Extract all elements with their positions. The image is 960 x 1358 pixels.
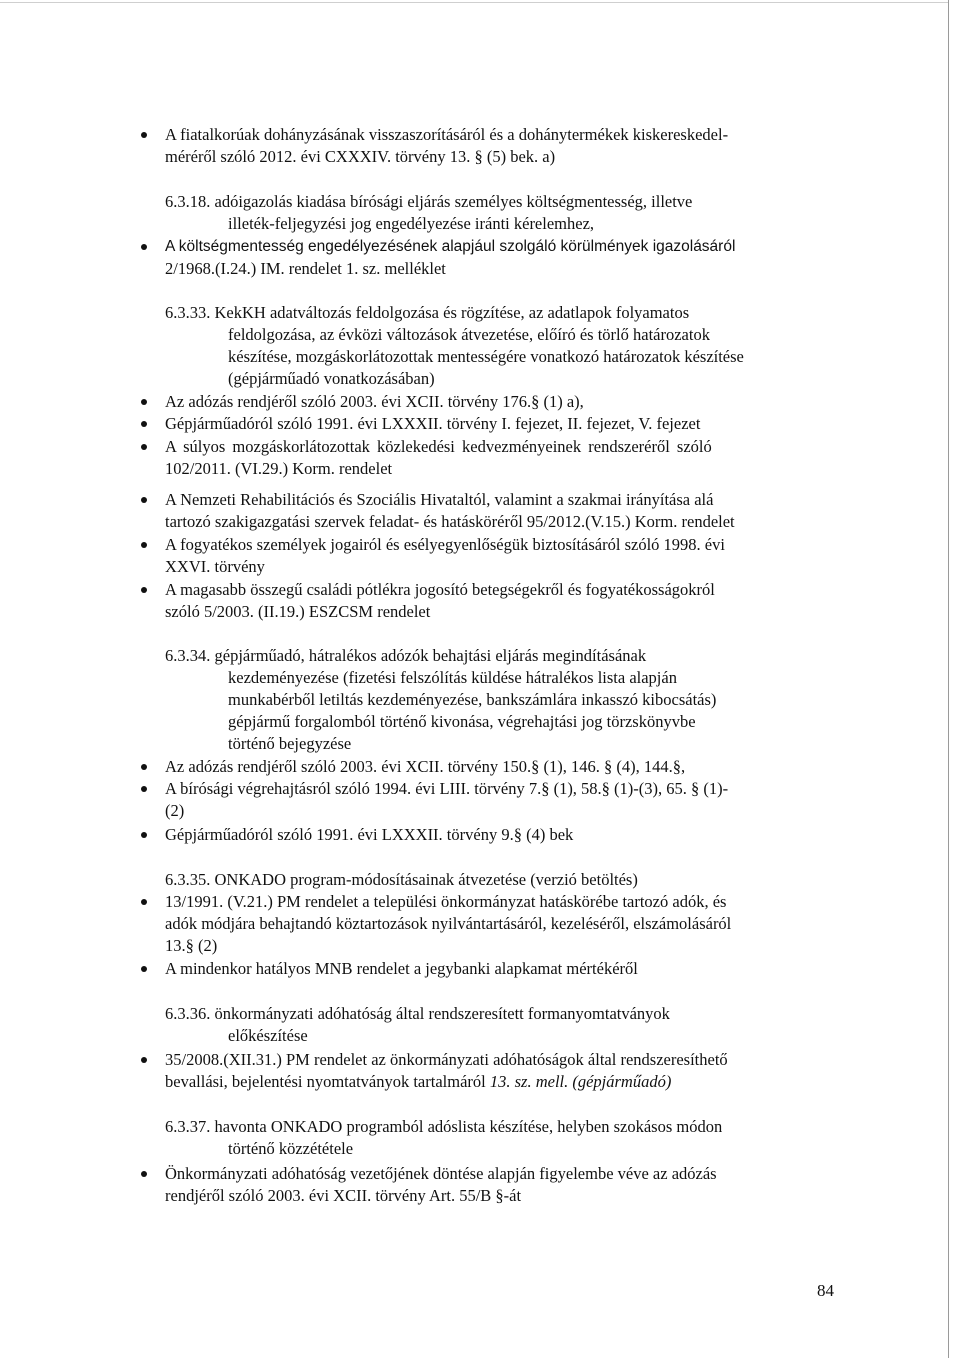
bullet-text: 102/2011. (VI.29.) Korm. rendelet [165, 459, 393, 478]
bullet-text: tartozó szakigazgatási szervek feladat- és hatásköréről 95/2012.(V.15.) Korm. rendelet [165, 512, 735, 531]
bullet [141, 966, 147, 972]
bullet-text: 13.§ (2) [165, 936, 218, 955]
section-text: kezdeményezése (fizetési felszólítás küldése hátralékos lista alapján [228, 668, 677, 687]
bullet-text: A mindenkor hatályos MNB rendelet a jegybanki alapkamat mértékéről [165, 959, 638, 978]
bullet-text: Önkormányzati adóhatóság vezetőjének döntése alapján figyelembe véve az adózás [165, 1164, 717, 1183]
bullet [141, 1171, 147, 1177]
bullet-text: 2/1968.(I.24.) IM. rendelet 1. sz. melléklet [165, 259, 446, 278]
bullet-text: 35/2008.(XII.31.) PM rendelet az önkormányzati adóhatóságok által rendszeresíthető [165, 1050, 728, 1069]
section-heading: 6.3.18. adóigazolás kiadása bírósági eljárás személyes költségmentesség, illetve [165, 192, 693, 211]
bullet [141, 497, 147, 503]
bullet-text: A súlyos mozgáskorlátozottak közlekedési kedvezményeinek rendszeréről szóló [165, 437, 712, 456]
bullet-text: szóló 5/2003. (II.19.) ESZCSM rendelet [165, 602, 431, 621]
section-text: (gépjárműadó vonatkozásában) [228, 369, 435, 388]
scan-right-edge [948, 0, 949, 1358]
bullet [141, 786, 147, 792]
bullet [141, 244, 147, 250]
bullet-text: Gépjárműadóról szóló 1991. évi LXXXII. törvény 9.§ (4) bek [165, 825, 574, 844]
section-heading: 6.3.36. önkormányzati adóhatóság által rendszeresített formanyomtatványok [165, 1004, 670, 1023]
bullet-text: méréről szóló 2012. évi CXXXIV. törvény 13. § (5) bek. a) [165, 147, 556, 166]
bullet-text: A fiatalkorúak dohányzásának visszaszorításáról és a dohánytermékek kiskereskedel- [165, 125, 729, 144]
bullet-text: XXVI. törvény [165, 557, 265, 576]
bullet [141, 444, 147, 450]
section-text: történő közzététele [228, 1139, 354, 1158]
bullet-text: A bírósági végrehajtásról szóló 1994. évi LIII. törvény 7.§ (1), 58.§ (1)-(3), 65. § (1)- [165, 779, 729, 798]
bullet-text: Gépjárműadóról szóló 1991. évi LXXXII. törvény I. fejezet, II. fejezet, V. fejezet [165, 414, 701, 433]
bullet-text: A fogyatékos személyek jogairól és esélyegyenlőségük biztosításáról szóló 1998. évi [165, 535, 725, 554]
section-text: feldolgozása, az évközi változások átvezetése, előíró és törlő határozatok [228, 325, 710, 344]
section-text: illeték-feljegyzési jog engedélyezése iránti kérelemhez, [228, 214, 595, 233]
bullet [141, 764, 147, 770]
bullet-text: A költségmentesség engedélyezésének alapjául szolgáló körülmények igazolásáról [165, 238, 736, 255]
page-number: 84 [817, 1281, 834, 1300]
bullet-text [165, 1071, 671, 1093]
bullet [141, 542, 147, 548]
section-text: előkészítése [228, 1026, 308, 1045]
bullet-text: adók módjára behajtandó köztartozások nyilvántartásáról, kezeléséről, elszámolásáról [165, 914, 732, 933]
bullet [141, 399, 147, 405]
bullet [141, 421, 147, 427]
bullet [141, 132, 147, 138]
bullet [141, 899, 147, 905]
bullet-text: Az adózás rendjéről szóló 2003. évi XCII. törvény 176.§ (1) a), [165, 392, 584, 411]
section-text: történő bejegyzése [228, 734, 352, 753]
section-heading: 6.3.34. gépjárműadó, hátralékos adózók behajtási eljárás megindításának [165, 646, 647, 665]
bullet-text: A Nemzeti Rehabilitációs és Szociális Hivataltól, valamint a szakmai irányítása alá [165, 490, 714, 509]
bullet [141, 832, 147, 838]
bullet [141, 587, 147, 593]
section-text: munkabérből letiltás kezdeményezése, bankszámlára inkasszó kibocsátás) [228, 690, 717, 709]
bullet-text-regular: bevallási, bejelentési nyomtatványok tartalmáról [165, 1072, 486, 1091]
section-heading: 6.3.33. KekKH adatváltozás feldolgozása és rögzítése, az adatlapok folyamatos [165, 303, 690, 322]
bullet-text: A magasabb összegű családi pótlékra jogosító betegségekről és fogyatékosságokról [165, 580, 715, 599]
scan-top-edge [0, 2, 948, 3]
bullet [141, 1057, 147, 1063]
section-text: készítése, mozgáskorlátozottak mentességére vonatkozó határozatok készítése [228, 347, 744, 366]
bullet-text: (2) [165, 801, 185, 820]
bullet-text: rendjéről szóló 2003. évi XCII. törvény Art. 55/B §-át [165, 1186, 522, 1205]
section-heading: 6.3.37. havonta ONKADO programból adóslista készítése, helyben szokásos módon [165, 1117, 723, 1136]
section-heading: 6.3.35. ONKADO program-módosításainak átvezetése (verzió betöltés) [165, 870, 638, 889]
bullet-text-italic: 13. sz. mell. (gépjárműadó) [485, 1072, 672, 1091]
bullet-text: Az adózás rendjéről szóló 2003. évi XCII. törvény 150.§ (1), 146. § (4), 144.§, [165, 757, 686, 776]
bullet-text: 13/1991. (V.21.) PM rendelet a települési önkormányzat hatáskörébe tartozó adók, és [165, 892, 727, 911]
section-text: gépjármű forgalomból történő kivonása, végrehajtási jog törzskönyvbe [228, 712, 696, 731]
